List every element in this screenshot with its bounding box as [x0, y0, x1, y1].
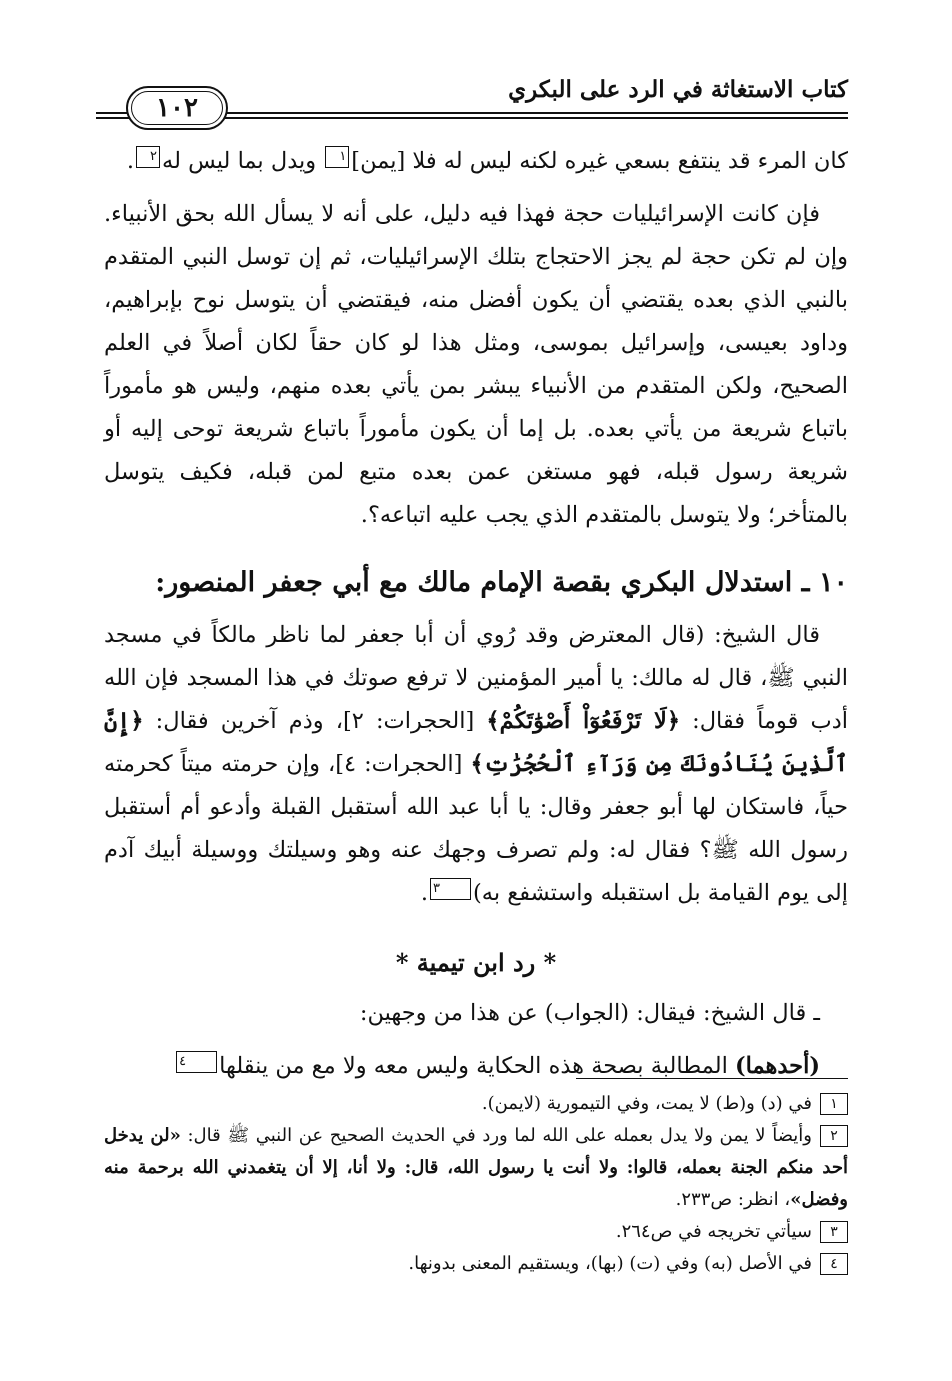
footnote-ref[interactable]: ١	[325, 146, 349, 168]
footnote-number: ٣	[820, 1221, 848, 1243]
quran-verse: ﴿إِنَّ ٱلَّذِينَ يُنَادُونَكَ مِن وَرَآءِ ٱلْحُجُرَٰتِ﴾	[104, 708, 849, 777]
footnote-number: ٢	[820, 1125, 848, 1147]
footnote-number: ٤	[820, 1253, 848, 1275]
footnote	[104, 1120, 848, 1216]
rebuttal-heading: * رد ابن تيمية *	[395, 948, 557, 977]
paragraph	[104, 614, 848, 915]
footnote-divider	[576, 1078, 848, 1079]
footnote-text: وأيضاً لا يمن ولا يدل بعمله على الله لما ورد في الحديث الصحيح عن النبي ﷺ قال:	[180, 1125, 813, 1146]
footnote-text: في الأصل (به) وفي (ت) (بها)، ويستقيم المعنى بدونها.	[408, 1253, 812, 1274]
paragraph-text: .	[126, 148, 135, 174]
footnote	[104, 1088, 848, 1120]
page-number: ١٠٢	[126, 86, 228, 130]
paragraph-text: المطالبة بصحة هذه الحكاية وليس معه ولا مع من ينقلها	[219, 1053, 735, 1079]
paragraph-text: .	[420, 880, 428, 906]
quran-verse: ﴿لَا تَرْفَعُوٓاْ أَصْوَٰتَكُمْ﴾	[486, 708, 681, 734]
paragraph-text: قال الشيخ: (قال المعترض وقد رُوي أن أبا جعفر لما ناظر مالكاً في مسجد النبي ﷺ، قال له مالك: يا أمير المؤمنين لا ترفع صوتك في هذا المسجد فإن الله أدب قوماً فقال:	[104, 622, 848, 734]
paragraph: ـ قال الشيخ: فيقال: (الجواب) عن هذا من وجهين:	[359, 1000, 820, 1026]
book-title: كتاب الاستغاثة في الرد على البكري	[508, 76, 848, 103]
paragraph-text: [الحجرات: ٤]، وإن حرمته ميتاً كحرمته حياً، فاستكان لها أبو جعفر وقال: يا أبا عبد الله أستقبل القبلة وأدعو أم أستقبل رسول الله ﷺ؟ فقال له: ولم تصرف وجهك عنه وهو وسيلتك ووسيلة أبيك آدم إلى يوم القيامة بل استقبله واستشفع به)	[104, 751, 848, 906]
main-text	[104, 140, 848, 1098]
paragraph-text: [الحجرات: ٢]، وذم آخرين فقال:	[143, 708, 487, 734]
footnote-text: في (د) و(ط) لا يمت، وفي التيمورية (لايمن).	[481, 1093, 812, 1114]
footnote-ref[interactable]: ٢	[136, 146, 160, 168]
footnote-text: ، انظر: ص٢٣٣.	[675, 1189, 791, 1210]
paragraph: فإن كانت الإسرائيليات حجة فهذا فيه دليل، على أنه لا يسأل الله بحق الأنبياء. وإن لم تكن حجة لم يجز الاحتجاج بتلك الإسرائيليات، ثم إن توسل النبي المتقدم بالنبي الذي بعده يقتضي أن يكون أفضل منه، فيقتضي أن يتوسل نوح بإبراهيم، وداود بعيسى، وإسرائيل بموسى، ومثل هذا لو كان حقاً لكان أصلاً في العلم الصحيح، ولكن المتقدم من الأنبياء يبشر بمن يأتي بعده منهم، وليس هو مأموراً باتباع شريعة من يأتي بعده. بل إما أن يكون مأموراً باتباع شريعة توحى إليه أو شريعة رسول قبله، فهو مستغن عمن بعده متبع لمن قبله، فكيف يتوسل بالمتأخر؛ ولا يتوسل بالمتقدم الذي يجب عليه اتباعه؟.	[104, 201, 848, 528]
footnote-ref[interactable]: ٣	[430, 878, 471, 900]
footnote	[104, 1248, 848, 1280]
paragraph-text: كان المرء قد ينتفع بسعي غيره لكنه ليس له فلا [يمن]	[351, 148, 848, 174]
paragraph-text: ويدل بما ليس له	[162, 148, 324, 174]
footnote	[104, 1216, 848, 1248]
footnote-text: سيأتي تخريجه في ص٢٦٤.	[615, 1221, 812, 1242]
page-header	[96, 62, 848, 126]
footnotes	[104, 1088, 848, 1280]
paragraph	[104, 1045, 848, 1088]
footnote-ref[interactable]: ٤	[176, 1051, 217, 1073]
paragraph	[104, 140, 848, 183]
paragraph-lead: (أحدهما)	[735, 1053, 820, 1079]
hadith-quote: «لن يدخل أحد منكم الجنة بعمله، قالوا: ولا أنت يا رسول الله، قال: ولا أنا، إلا أن يتغمدني الله برحمة منه وفضل»	[104, 1125, 848, 1210]
footnote-number: ١	[820, 1093, 848, 1115]
section-heading: ١٠ ـ استدلال البكري بقصة الإمام مالك مع أبي جعفر المنصور:	[155, 567, 848, 598]
